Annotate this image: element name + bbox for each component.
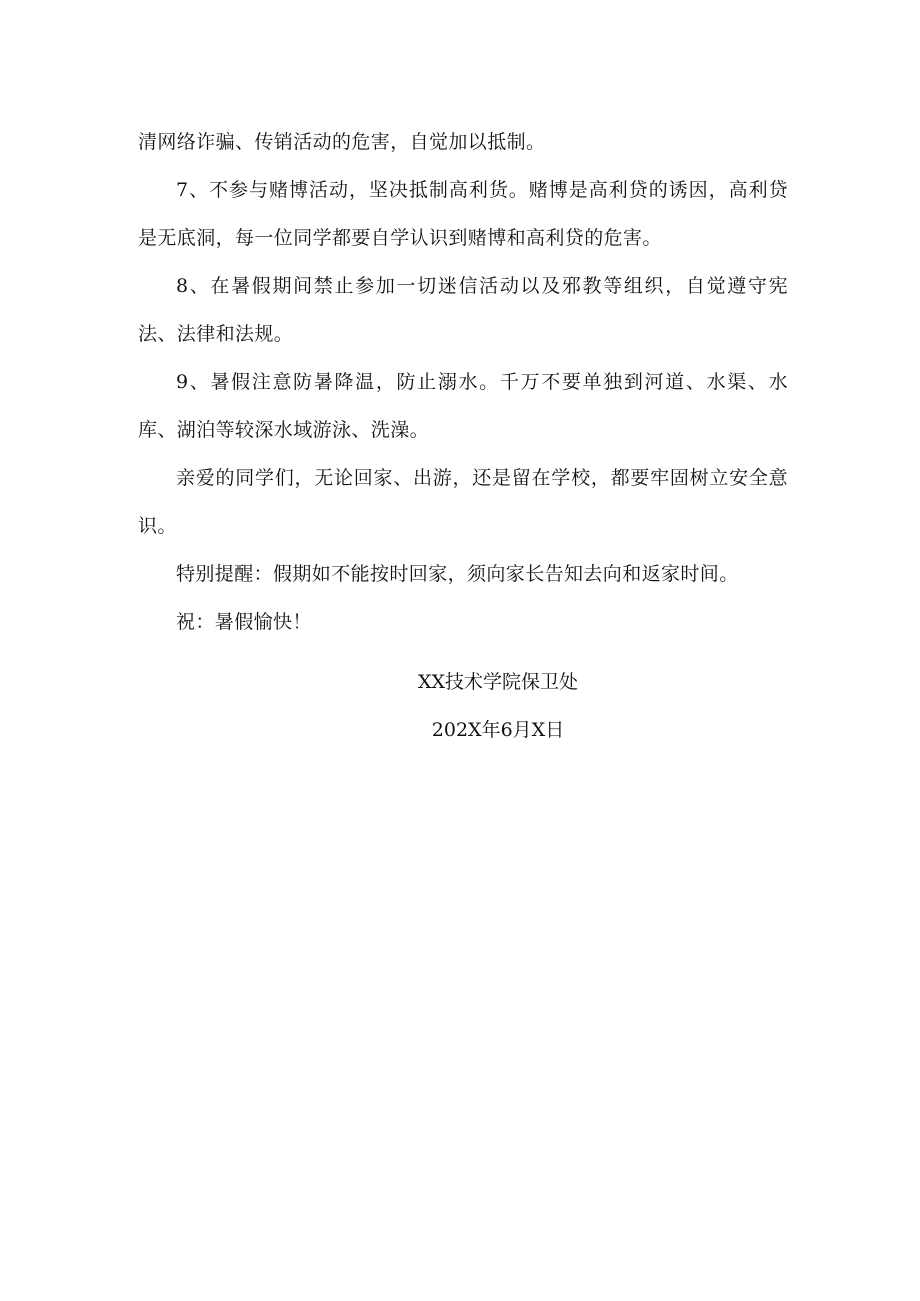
paragraph-special-reminder: 特别提醒：假期如不能按时回家，须向家长告知去向和返家时间。 [176, 563, 739, 585]
paragraph-item-7: 7、不参与赌博活动，坚决抵制高利货。赌博是高利贷的诱因，高利贷是无底洞，每一位同学都要自学认识到赌博和高利贷的危害。 [138, 179, 788, 249]
signature-organization: XX技术学院保卫处 [417, 671, 579, 693]
document-body [138, 118, 788, 646]
paragraph-continuation: 清网络诈骗、传销活动的危害，自觉加以抵制。 [138, 131, 546, 153]
paragraph-item-8: 8、在暑假期间禁止参加一切迷信活动以及邪教等组织，自觉遵守宪法、法律和法规。 [138, 275, 788, 345]
signature-date: 202X年6月X日 [431, 719, 565, 741]
paragraph-wishes: 祝：暑假愉快！ [176, 611, 312, 633]
signature-block [138, 658, 788, 754]
paragraph-item-9: 9、暑假注意防暑降温，防止溺水。千万不要单独到河道、水渠、水库、湖泊等较深水域游泳、洗澡。 [138, 371, 788, 441]
paragraph-closing: 亲爱的同学们，无论回家、出游，还是留在学校，都要牢固树立安全意识。 [138, 467, 788, 537]
